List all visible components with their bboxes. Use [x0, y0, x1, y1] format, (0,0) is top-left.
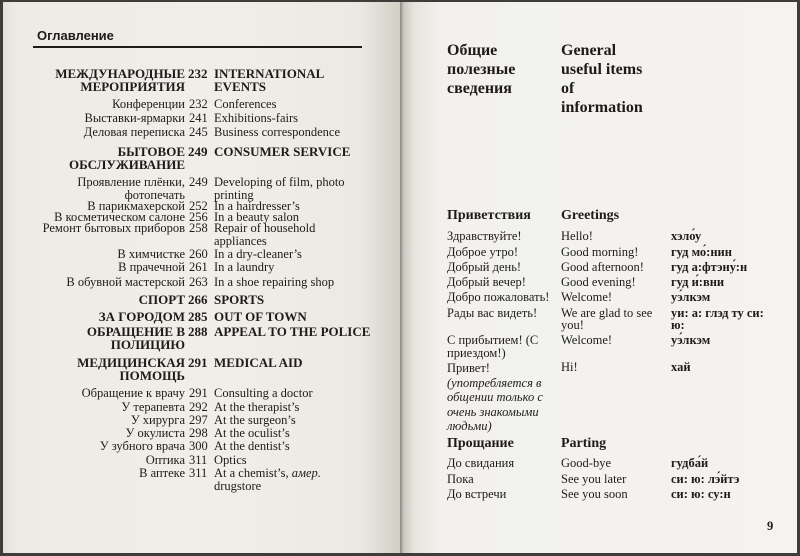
phrase-en-line: you! [561, 318, 584, 332]
toc-title-ru-line: ПОМОЩЬ [119, 368, 185, 383]
toc-title-en-line: MEDICAL AID [214, 355, 303, 370]
phrase-en-line: Good-bye [561, 456, 611, 470]
phrase-en [561, 307, 667, 331]
toc-title-ru-line: В косметическом салоне [54, 210, 185, 224]
page-number: 9 [767, 519, 774, 533]
phrase-ru-line: До свидания [447, 456, 515, 470]
chapter-title-ru-line: Общие [447, 42, 498, 59]
phrase-en [561, 261, 667, 274]
toc-title-ru-line: У окулиста [125, 426, 185, 440]
toc-page-number: 245 [189, 125, 208, 139]
phrase-en [561, 291, 667, 304]
phrase-en-line: Good evening! [561, 275, 636, 289]
phrase-ru [447, 246, 557, 259]
phrase-transcription-line: си: ю: лэ́йтэ [671, 472, 740, 486]
toc-title-en-line: CONSUMER SERVICE [214, 144, 351, 159]
toc-title-ru-line: У зубного врача [99, 439, 185, 453]
toc-title-ru-line: В обувной мастерской [66, 275, 185, 289]
toc-title-ru-line: В парикмахерской [87, 199, 185, 213]
phrase-ru [447, 291, 557, 304]
phrase-ru-line: приездом!) [447, 346, 506, 360]
usage-note-line: людьми) [447, 419, 492, 433]
phrase-en-line: Good afternoon! [561, 260, 644, 274]
toc-title-en [214, 467, 394, 493]
toc-page-number: 249 [189, 175, 208, 189]
toc-title-en [214, 310, 394, 323]
toc-page-number: 298 [189, 426, 208, 440]
usage-note-line: очень знакомыми [447, 404, 539, 419]
toc-title-en [214, 261, 394, 274]
toc-title-en [214, 126, 394, 139]
toc-title-ru-line: Конференции [112, 97, 185, 111]
toc-title-en-line: At the therapist’s [214, 400, 300, 414]
phrase-transcription [671, 291, 793, 304]
toc-page-number: 263 [189, 275, 208, 289]
toc-title-ru [20, 261, 185, 274]
toc-title-en-line: At the dentist’s [214, 439, 290, 453]
toc-title-en [214, 356, 394, 369]
toc-page-number: 311 [189, 466, 208, 480]
phrase-ru [447, 276, 557, 289]
chapter-title-en-line: General [561, 42, 617, 59]
toc-title-ru-line: Деловая переписка [83, 125, 185, 139]
toc-page-number: 261 [189, 260, 208, 274]
toc-title-en-line: At the surgeon’s [214, 413, 296, 427]
phrase-en [561, 457, 667, 470]
toc-title-en-line: appliances [214, 234, 267, 248]
toc-title-en [214, 112, 394, 125]
phrase-transcription-line: гуд мо́:нин [671, 245, 732, 259]
toc-title-ru-line: У терапевта [121, 400, 185, 414]
chapter-title-en-line: useful items [561, 61, 643, 78]
phrase-transcription-line: уэ́лкэм [671, 333, 711, 347]
toc-page-number: 297 [189, 413, 208, 427]
phrase-transcription [671, 334, 793, 347]
toc-usage-note: амер. [291, 466, 321, 480]
toc-title-en-line: Exhibitions-fairs [214, 111, 299, 125]
phrase-ru [447, 457, 557, 470]
toc-title-en [214, 145, 394, 158]
phrase-transcription [671, 488, 793, 501]
phrase-en-line: Good morning! [561, 245, 639, 259]
toc-title-ru-line: В химчистке [117, 247, 185, 261]
phrase-transcription [671, 230, 793, 243]
phrase-en-line: Hello! [561, 229, 593, 243]
toc-title-en [214, 98, 394, 111]
toc-title-ru-line: В прачечной [118, 260, 185, 274]
phrase-ru-line: С прибытием! (С [447, 333, 539, 347]
toc-title-en-line: Developing of film, photo [214, 175, 345, 189]
toc-page-number: 232 [189, 97, 208, 111]
toc-title-ru-line: ОБРАЩЕНИЕ В [86, 324, 185, 339]
phrase-en [561, 230, 667, 243]
toc-title-ru [20, 325, 185, 351]
toc-title-ru [20, 112, 185, 125]
phrase-transcription [671, 361, 793, 374]
toc-title-en-line: In a shoe repairing shop [214, 275, 335, 289]
toc-title-ru-line: Оптика [145, 453, 185, 467]
toc-page-number: 288 [188, 324, 208, 339]
toc-title-en [214, 440, 394, 453]
phrase-en-line: Welcome! [561, 290, 613, 304]
phrase-ru-line: Добрый день! [447, 260, 522, 274]
toc-title-en-line: Consulting a doctor [214, 386, 313, 400]
section-heading-en: Parting [561, 436, 607, 451]
usage-note-line: (употребляется в [447, 375, 542, 390]
toc-title-en-line: OUT OF TOWN [214, 309, 307, 324]
toc-title-ru-line: БЫТОВОЕ [117, 144, 185, 159]
toc-title-ru [20, 293, 185, 306]
phrase-en [561, 334, 667, 347]
toc-title-ru-line: Проявление плёнки, [77, 175, 185, 189]
toc-title-ru-line: ПОЛИЦИЮ [110, 337, 185, 352]
toc-title-en [214, 293, 394, 306]
toc-title-ru-line: Выставки-ярмарки [84, 111, 185, 125]
phrase-en [561, 488, 667, 501]
phrase-en-line: See you later [561, 472, 627, 486]
toc-page-number: 292 [189, 400, 208, 414]
phrase-en-line: We are glad to see [561, 306, 653, 320]
toc-title-ru-line: фотопечать [124, 188, 185, 202]
toc-title-ru-line: МЕЖДУНАРОДНЫЕ [55, 66, 185, 81]
toc-title-en [214, 222, 394, 248]
phrase-ru-line: Добрый вечер! [447, 275, 526, 289]
phrase-ru-line: Рады вас видеть! [447, 306, 538, 320]
toc-title-en-line: In a hairdresser’s [214, 199, 300, 213]
phrase-ru [447, 334, 557, 360]
phrase-transcription-line: уэ́лкэм [671, 290, 711, 304]
contents-title-rule [33, 46, 362, 48]
phrase-transcription-line: уи: а: глэд ту си: [671, 306, 764, 320]
toc-title-ru-line: ОБСЛУЖИВАНИЕ [68, 157, 185, 172]
phrase-en [561, 473, 667, 486]
toc-title-en-line: drugstore [214, 479, 262, 493]
toc-page-number: 249 [188, 144, 208, 159]
toc-title-ru [20, 356, 185, 382]
contents-title: Оглавление [37, 28, 114, 43]
section-heading-ru: Приветствия [447, 208, 531, 223]
phrase-transcription [671, 246, 793, 259]
phrase-transcription-line: гуд и́:вни [671, 275, 725, 289]
toc-title-en [214, 276, 394, 289]
toc-title-en-line: SPORTS [214, 292, 265, 307]
phrase-transcription-line: си: ю: су:н [671, 487, 731, 501]
usage-note-line: общении только с [447, 390, 543, 404]
toc-title-ru-line: ЗА ГОРОДОМ [98, 309, 185, 324]
phrase-transcription [671, 261, 793, 274]
toc-page-number: 311 [189, 453, 208, 467]
toc-page-number: 232 [188, 66, 208, 81]
chapter-title-en-line: of [561, 80, 575, 97]
toc-title-en [214, 387, 394, 400]
toc-title-ru-line: Обращение к врачу [81, 386, 185, 400]
phrase-ru [447, 361, 557, 434]
toc-title-en [214, 67, 394, 93]
phrase-en-line: See you soon [561, 487, 628, 501]
toc-title-ru-line: МЕРОПРИЯТИЯ [80, 79, 185, 94]
toc-page-number: 291 [188, 355, 208, 370]
toc-page-number: 300 [189, 439, 208, 453]
phrase-transcription [671, 276, 793, 289]
section-heading-en: Greetings [561, 208, 620, 223]
toc-title-ru [20, 440, 185, 453]
section-heading-ru: Прощание [447, 436, 514, 451]
toc-title-ru-line: У хирурга [130, 413, 185, 427]
toc-title-ru [20, 222, 185, 235]
phrase-transcription-line: гудба́й [671, 456, 709, 470]
chapter-title-ru-line: сведения [447, 80, 512, 97]
phrase-en [561, 361, 667, 374]
toc-title-en-line: Repair of household [214, 221, 316, 235]
phrase-en [561, 276, 667, 289]
toc-title-en-line: Optics [214, 453, 247, 467]
phrase-transcription-line: ю: [671, 318, 685, 332]
toc-title-en-line: INTERNATIONAL [214, 66, 325, 81]
phrase-en [561, 246, 667, 259]
toc-title-en-line: Business correspondence [214, 125, 341, 139]
phrase-ru [447, 488, 557, 501]
phrase-en-line: Hi! [561, 360, 578, 374]
phrase-ru [447, 307, 557, 319]
toc-page-number: 291 [189, 386, 208, 400]
phrase-ru-line: Пока [447, 472, 474, 486]
toc-title-en-text: At a chemist’s, [214, 466, 289, 480]
toc-page-number: 266 [188, 292, 208, 307]
phrase-ru-line: До встречи [447, 487, 507, 501]
toc-title-ru [20, 126, 185, 139]
toc-title-ru [20, 310, 185, 323]
chapter-title-en [561, 41, 643, 117]
phrase-ru-line: Добро пожаловать! [447, 290, 550, 304]
toc-title-en-line: In a dry-cleaner’s [214, 247, 302, 261]
toc-title-ru-line: МЕДИЦИНСКАЯ [77, 355, 185, 370]
phrase-transcription-line: гуд а:фтэну́:н [671, 260, 748, 274]
phrase-transcription [671, 457, 793, 470]
phrase-transcription-line: хэло́у [671, 229, 702, 243]
toc-page-number: 285 [188, 309, 208, 324]
phrase-transcription [671, 307, 793, 331]
phrase-ru-line: Доброе утро! [447, 245, 518, 259]
toc-page-number: 252 [189, 199, 208, 213]
toc-title-ru [20, 467, 185, 480]
phrase-transcription-line: хай [671, 360, 691, 374]
toc-title-en [214, 325, 394, 338]
toc-title-en-line: In a beauty salon [214, 210, 300, 224]
phrase-ru-line: Здравствуйте! [447, 229, 522, 243]
toc-title-ru-line: В аптеке [139, 466, 185, 480]
phrase-ru [447, 261, 557, 274]
toc-title-ru [20, 145, 185, 171]
toc-page-number: 260 [189, 247, 208, 261]
toc-title-ru [20, 276, 185, 289]
toc-title-ru [20, 387, 185, 400]
phrase-ru [447, 473, 557, 486]
toc-title-en-line: EVENTS [214, 79, 267, 94]
toc-title-en-line: APPEAL TO THE POLICE [214, 324, 371, 339]
toc-title-en-line: Conferences [214, 97, 277, 111]
toc-title-en-line: In a laundry [214, 260, 275, 274]
phrase-ru-line: Привет! [447, 361, 490, 375]
chapter-title-ru [447, 41, 515, 98]
toc-title-ru-line: Ремонт бытовых приборов [42, 221, 185, 235]
toc-page-number: 241 [189, 111, 208, 125]
toc-title-ru [20, 67, 185, 93]
toc-title-ru-line: СПОРТ [138, 292, 185, 307]
toc-page-number: 258 [189, 221, 208, 235]
toc-title-en-line: printing [214, 188, 254, 202]
phrase-en-line: Welcome! [561, 333, 613, 347]
toc-title-ru [20, 98, 185, 111]
toc-page-number: 256 [189, 210, 208, 224]
phrase-transcription [671, 473, 793, 486]
chapter-title-ru-line: полезные [447, 61, 516, 78]
chapter-title-en-line: information [561, 99, 643, 116]
phrase-ru [447, 230, 557, 243]
toc-title-en-line: At the oculist’s [214, 426, 290, 440]
